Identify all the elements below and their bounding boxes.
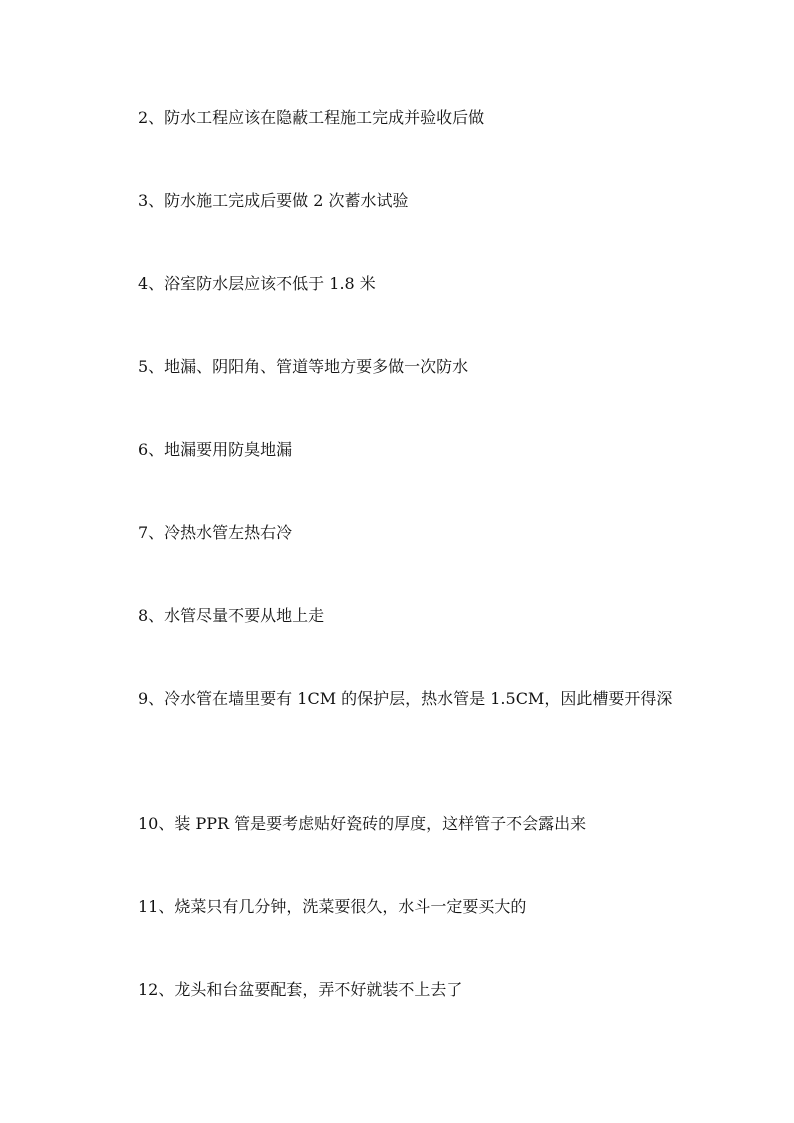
list-item: 12、龙头和台盆要配套，弄不好就装不上去了 xyxy=(138,980,463,999)
list-item: 11、烧菜只有几分钟，洗菜要很久，水斗一定要买大的 xyxy=(138,897,527,916)
list-item: 9、冷水管在墙里要有 1CM 的保护层，热水管是 1.5CM，因此槽要开得深 xyxy=(138,689,673,708)
list-item: 3、防水施工完成后要做 2 次蓄水试验 xyxy=(138,191,409,210)
list-item: 2、防水工程应该在隐蔽工程施工完成并验收后做 xyxy=(138,108,485,127)
list-item: 5、地漏、阴阳角、管道等地方要多做一次防水 xyxy=(138,357,469,376)
list-item: 4、浴室防水层应该不低于 1.8 米 xyxy=(138,274,376,293)
list-item: 10、装 PPR 管是要考虑贴好瓷砖的厚度，这样管子不会露出来 xyxy=(138,814,587,833)
list-item: 8、水管尽量不要从地上走 xyxy=(138,606,325,625)
list-item: 7、冷热水管左热右冷 xyxy=(138,523,293,542)
list-item: 6、地漏要用防臭地漏 xyxy=(138,440,293,459)
